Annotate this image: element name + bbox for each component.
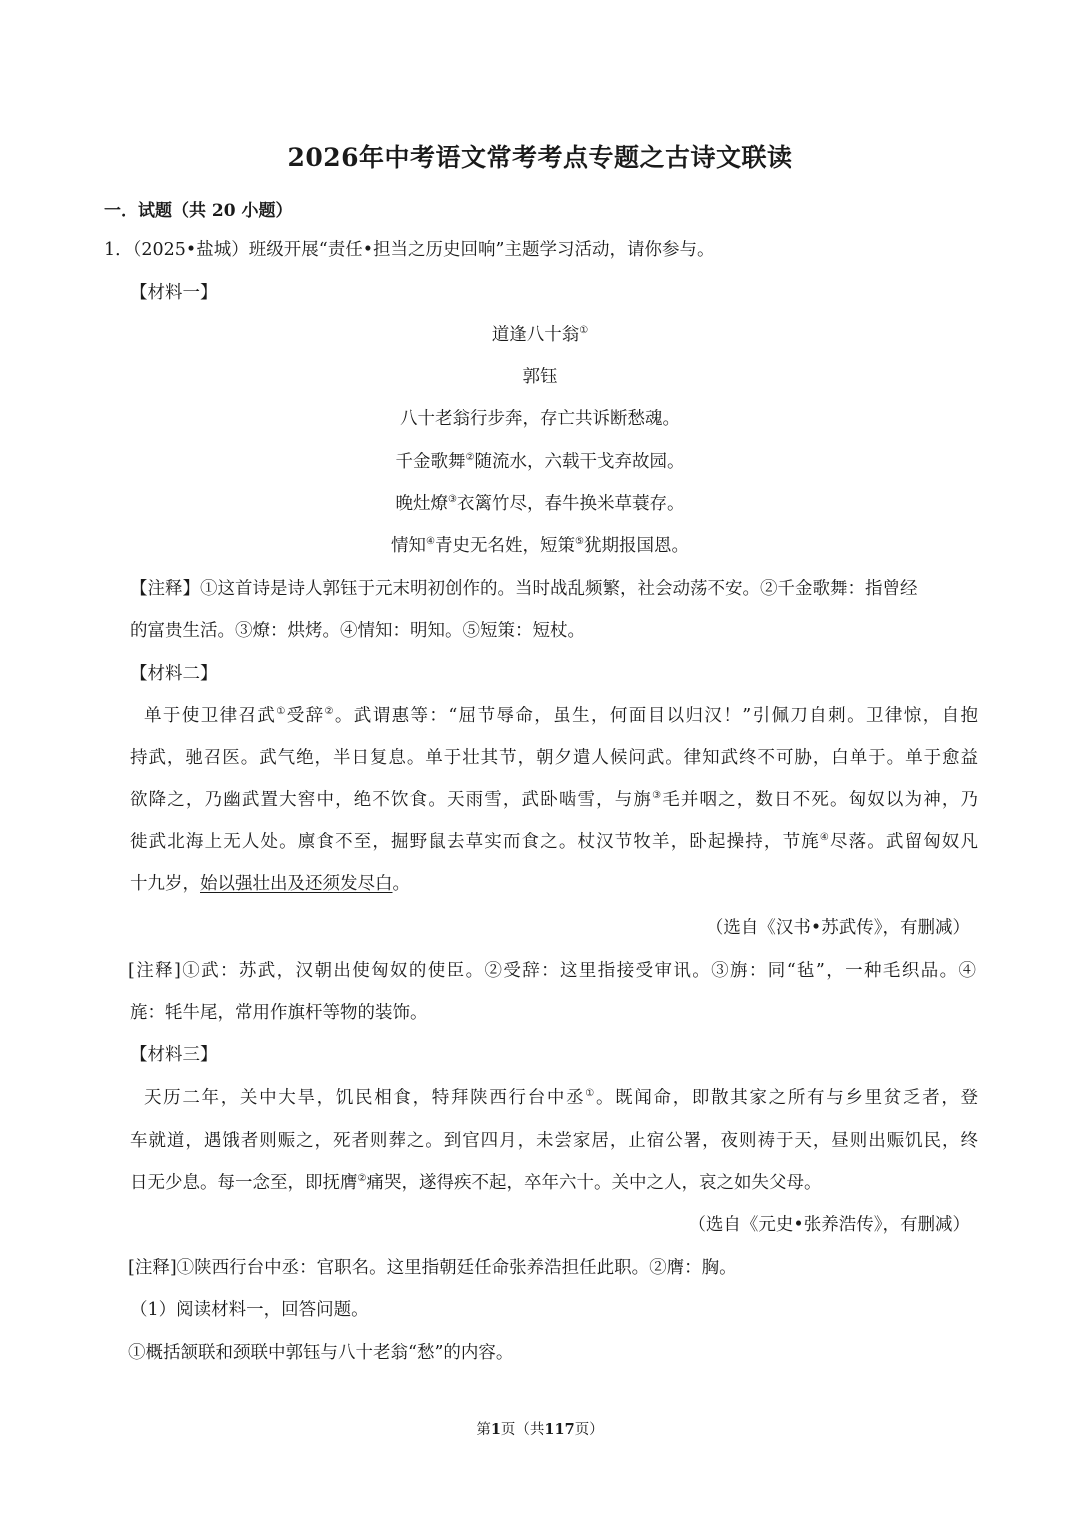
section-heading: 一．试题（共 20 小题） bbox=[104, 201, 293, 221]
footnote-marker: ② bbox=[357, 1173, 367, 1184]
page-title: 2026年中考语文常考考点专题之古诗文联读 bbox=[287, 143, 793, 172]
passage-line: 徙武北海上无人处。廪食不至，掘野鼠去草实而食之。杖汉节牧羊，卧起操持，节旄④尽落。武留匈奴凡 bbox=[130, 832, 979, 852]
material-heading: 【材料一】 bbox=[130, 283, 218, 303]
poem-line: 八十老翁行步奔，存亡共诉断愁魂。 bbox=[400, 409, 680, 429]
annotation-line: 旄：牦牛尾，常用作旗杆等物的装饰。 bbox=[130, 1003, 428, 1023]
material-heading: 【材料三】 bbox=[130, 1045, 218, 1065]
page-total: 117 bbox=[544, 1421, 575, 1438]
footnote-marker: ④ bbox=[426, 536, 435, 547]
footnote-marker: ① bbox=[585, 1088, 596, 1099]
footnote-marker: ③ bbox=[652, 790, 663, 801]
poem-author: 郭钰 bbox=[522, 367, 558, 387]
poem-line: 晚灶燎③衣篱竹尽，春牛换米草蓑存。 bbox=[395, 494, 685, 514]
passage-line: 车就道，遇饿者则赈之，死者则葬之。到官四月，未尝家居，止宿公署，夜则祷于天，昼则出赈饥民，终 bbox=[130, 1131, 978, 1151]
poem-line: 情知④青史无名姓，短策⑤犹期报国恩。 bbox=[391, 536, 689, 556]
source-citation: （选自《元史•张养浩传》，有删减） bbox=[688, 1215, 970, 1235]
poem-title: 道逢八十翁① bbox=[491, 325, 589, 345]
sub-question-item: ①概括颔联和颈联中郭钰与八十老翁“愁”的内容。 bbox=[128, 1343, 514, 1363]
footnote-marker: ① bbox=[276, 706, 287, 717]
page-number: 1 bbox=[490, 1421, 501, 1438]
passage-line: 十九岁，始以强壮出及还须发尽白。 bbox=[130, 874, 410, 894]
underlined-sentence: 始以强壮出及还须发尽白 bbox=[200, 874, 393, 894]
material-heading: 【材料二】 bbox=[130, 664, 218, 684]
question-intro: 1．（2025•盐城）班级开展“责任•担当之历史回响”主题学习活动，请你参与。 bbox=[104, 240, 715, 260]
annotation-line: [注释]①武：苏武，汉朝出使匈奴的使臣。②受辞：这里指接受审讯。③旃：同“毡”，一种毛织品。④ bbox=[128, 961, 976, 981]
annotation-line: [注释]①陕西行台中丞：官职名。这里指朝廷任命张养浩担任此职。②膺：胸。 bbox=[128, 1258, 737, 1278]
passage-line: 天历二年，关中大旱，饥民相食，特拜陕西行台中丞①。既闻命，即散其家之所有与乡里贫乏者，登 bbox=[144, 1088, 979, 1108]
page-footer: 第1页（共117页） bbox=[476, 1421, 604, 1438]
passage-line: 单于使卫律召武①受辞②。武谓惠等：“屈节辱命，虽生，何面目以归汉！”引佩刀自刺。卫律惊，自抱 bbox=[144, 706, 979, 726]
passage-line: 持武，驰召医。武气绝，半日复息。单于壮其节，朝夕遣人候问武。律知武终不可胁，白单于。单于愈益 bbox=[130, 748, 978, 768]
source-citation: （选自《汉书•苏武传》，有删减） bbox=[705, 918, 970, 938]
footnote-marker: ③ bbox=[448, 494, 457, 505]
footnote-marker: ⑤ bbox=[575, 536, 584, 547]
sub-question: （1）阅读材料一，回答问题。 bbox=[130, 1300, 369, 1320]
poem-line: 千金歌舞②随流水，六载干戈弃故园。 bbox=[395, 452, 685, 472]
footnote-marker: ② bbox=[465, 452, 475, 463]
passage-line: 日无少息。每一念至，即抚膺②痛哭，遂得疾不起，卒年六十。关中之人，哀之如失父母。 bbox=[130, 1173, 822, 1193]
footnote-marker: ① bbox=[579, 325, 589, 336]
footnote-marker: ② bbox=[324, 706, 335, 717]
annotation-line: 的富贵生活。③燎：烘烤。④情知：明知。⑤短策：短杖。 bbox=[130, 621, 585, 641]
annotation-line: 【注释】①这首诗是诗人郭钰于元末明初创作的。当时战乱频繁，社会动荡不安。②千金歌舞：指曾经 bbox=[130, 579, 918, 599]
passage-line: 欲降之，乃幽武置大窖中，绝不饮食。天雨雪，武卧啮雪，与旃③毛并咽之，数日不死。匈奴以为神，乃 bbox=[130, 790, 979, 810]
footnote-marker: ④ bbox=[819, 832, 830, 843]
